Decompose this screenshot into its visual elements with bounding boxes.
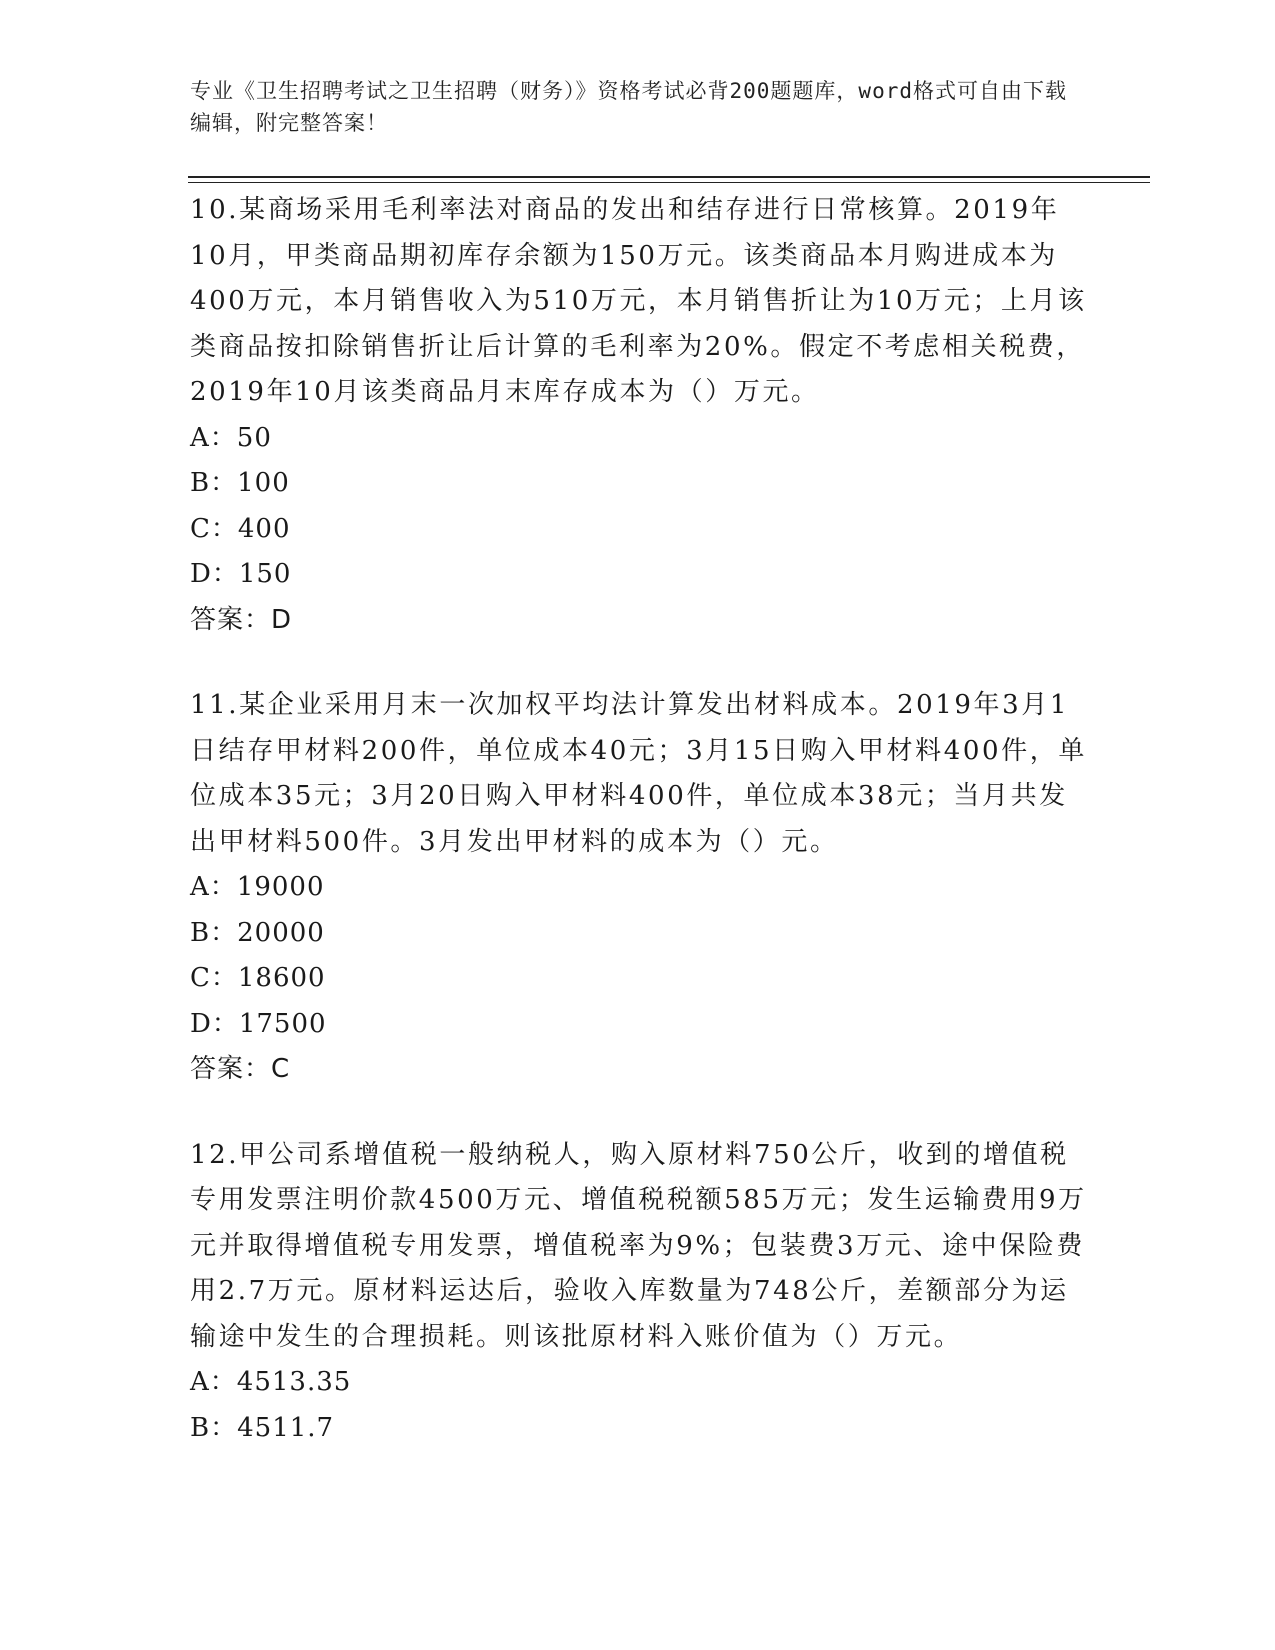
document-header: 专业《卫生招聘考试之卫生招聘（财务）》资格考试必背200题题库，word格式可自由下载编辑，附完整答案！ [190,79,1067,135]
option-c: C：400 [190,513,291,544]
answer-line: 答案：D [190,604,293,635]
option-d: D：150 [190,559,292,589]
option-a: A：19000 [190,872,325,902]
option-c: C：18600 [190,963,326,993]
question-10 [190,188,1090,643]
option-b: B：4511.7 [190,1412,335,1443]
option-a: A：4513.35 [190,1367,352,1397]
option-b: B：20000 [190,917,325,948]
header-divider-thick [188,176,1150,178]
question-11 [190,683,1090,1093]
option-b: B：100 [190,468,290,498]
question-stem: 10.某商场采用毛利率法对商品的发出和结存进行日常核算。2019年10月，甲类商品期初库存余额为150万元。该类商品本月购进成本为400万元，本月销售收入为510万元，本月销售折让为10万元；上月该类商品按扣除销售折让后计算的毛利率为20%。假定不考虑相关税费，2019年10月该类商品月末库存成本为（）万元。 [190,195,1087,407]
option-d: D：17500 [190,1008,327,1039]
question-12 [190,1133,1090,1452]
option-a: A：50 [190,422,272,453]
question-list [190,188,1090,1491]
answer-line: 答案：C [190,1054,291,1084]
question-stem: 11.某企业采用月末一次加权平均法计算发出材料成本。2019年3月1日结存甲材料200件，单位成本40元；3月15日购入甲材料400件，单位成本35元；3月20日购入甲材料400件，单位成本38元；当月共发出甲材料500件。3月发出甲材料的成本为（）元。 [190,690,1087,857]
question-stem: 12.甲公司系增值税一般纳税人，购入原材料750公斤，收到的增值税专用发票注明价款4500万元、增值税税额585万元；发生运输费用9万元并取得增值税专用发票，增值税率为9%；包装费3万元、途中保险费用2.7万元。原材料运达后，验收入库数量为748公斤，差额部分为运输途中发生的合理损耗。则该批原材料入账价值为（）万元。 [190,1139,1087,1352]
header-divider-thin [188,182,1150,183]
